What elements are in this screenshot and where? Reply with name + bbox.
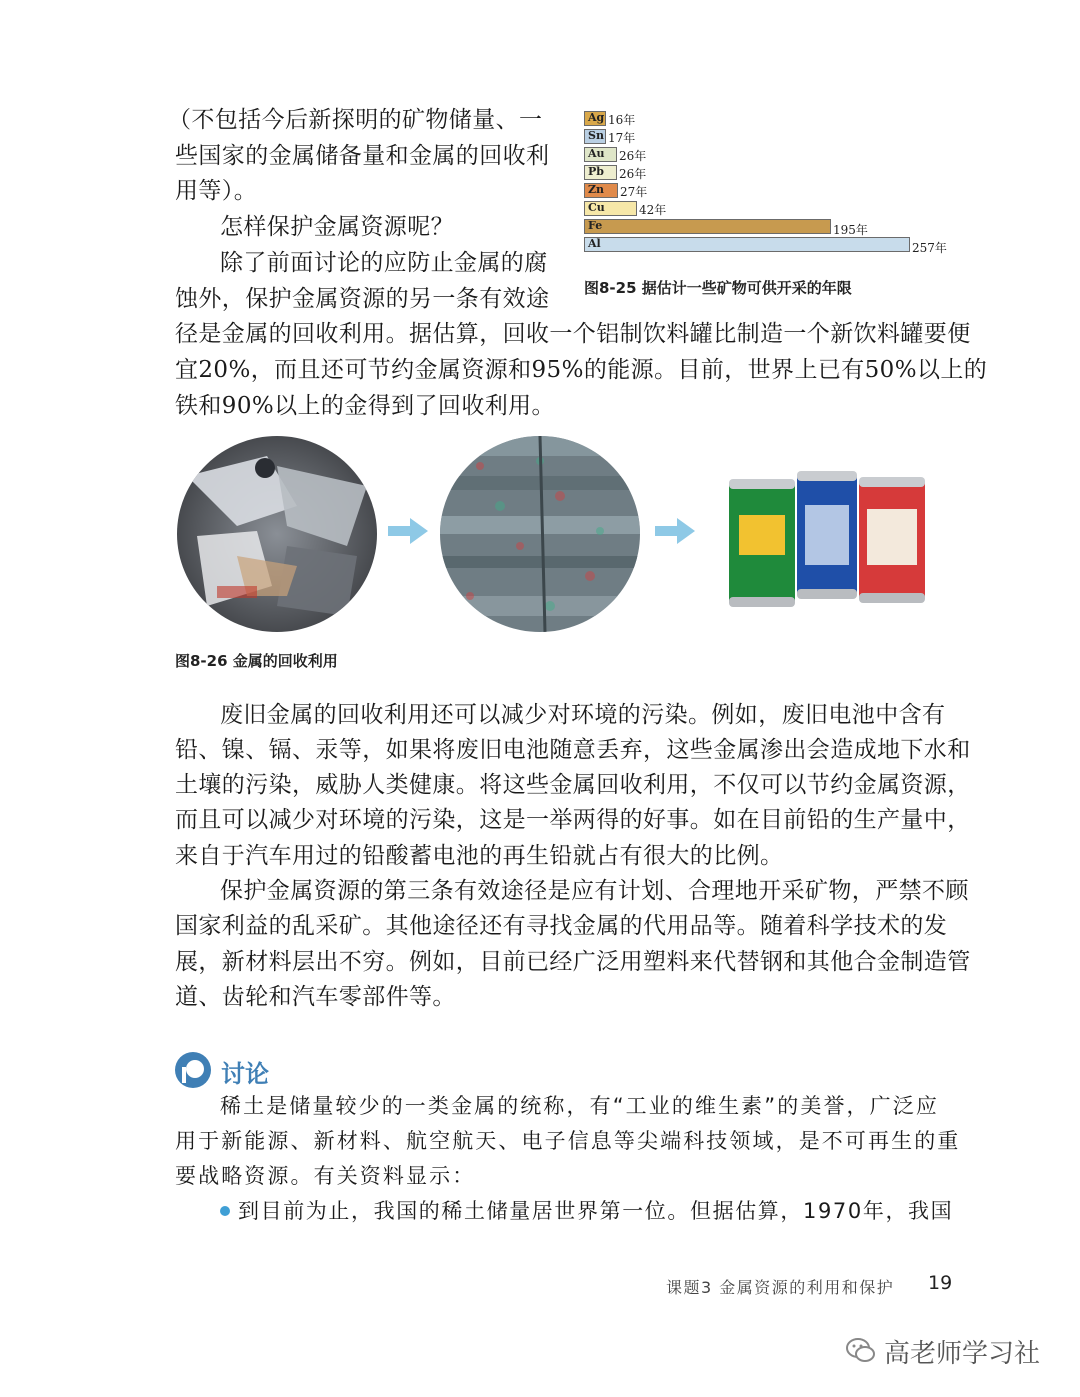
chart-bar-cu [584,201,637,216]
chart-bar-zn [584,183,618,198]
chart-category-label: Al [588,237,601,250]
chart-category-label: Cu [588,201,605,214]
chart-category-label: Au [588,147,605,160]
chart-value-label: 195年 [833,223,868,237]
chart-bar-sn [584,129,606,144]
chart-category-label: Ag [588,111,605,124]
intro-line: 径是金属的回收利用。据估算，回收一个铝制饮料罐比制造一个新饮料罐要便 [175,321,971,347]
chart-bar-ag [584,111,606,126]
chart-category-label: Sn [588,129,604,142]
body-line: 国家利益的乱采矿。其他途径还有寻找金属的代用品等。随着科学技术的发 [175,913,948,939]
mineral-years-chart [584,110,964,260]
chart-bar-fe [584,219,831,234]
intro-line: 用等）。 [175,178,258,204]
body-line: 道、齿轮和汽车零部件等。 [175,984,456,1010]
intro-line: 蚀外，保护金属资源的另一条有效途 [175,286,550,312]
figure-825-caption: 图8-25 据估计一些矿物可供开采的年限 [584,279,852,297]
discussion-line: 稀土是储量较少的一类金属的统称，有“工业的维生素”的美誉，广泛应 [220,1094,939,1118]
intro-line: 怎样保护金属资源呢？ [220,214,454,240]
body-line: 土壤的污染，威胁人类健康。将这些金属回收利用，不仅可以节约金属资源， [175,772,971,798]
wechat-icon [845,1336,877,1366]
page-number: 19 [928,1272,953,1294]
body-line: 展，新材料层出不穷。例如，目前已经广泛用塑料来代替钢和其他合金制造管 [175,949,971,975]
chart-value-label: 16年 [608,113,636,127]
discussion-title: 讨论 [221,1060,269,1088]
intro-line: （不包括今后新探明的矿物储量、一 [168,107,543,133]
chapter-title: 课题3 金属资源的利用和保护 [666,1278,895,1297]
discussion-line: 要战略资源。有关资料显示： [175,1164,476,1188]
intro-line: 宜20%，而且还可节约金属资源和95%的能源。目前，世界上已有50%以上的 [175,357,988,383]
compressed-cans-photo [440,436,640,632]
intro-line: 铁和90%以上的金得到了回收利用。 [175,393,555,419]
watermark-text: 高老师学习社 [884,1339,1041,1369]
figure-826-caption: 图8-26 金属的回收利用 [175,652,338,670]
chart-category-label: Fe [588,219,603,232]
intro-line: 些国家的金属储备量和金属的回收利 [175,143,550,169]
body-line: 铅、镍、镉、汞等，如果将废旧电池随意丢弃，这些金属渗出会造成地下水和 [175,737,971,763]
chart-value-label: 17年 [608,131,636,145]
scrap-metal-photo [177,436,377,632]
new-cans-photo [725,465,930,615]
chart-value-label: 42年 [639,203,667,217]
discussion-line: 到目前为止，我国的稀土储量居世界第一位。但据估算，1970年，我国 [238,1199,954,1223]
chart-value-label: 26年 [619,149,647,163]
chart-category-label: Zn [588,183,605,196]
intro-line: 除了前面讨论的应防止金属的腐 [220,250,548,276]
chart-bar-al [584,237,910,252]
discussion-line: 用于新能源、新材料、航空航天、电子信息等尖端科技领域，是不可再生的重 [175,1129,961,1153]
body-line: 而且可以减少对环境的污染，这是一举两得的好事。如在目前铅的生产量中， [175,807,971,833]
chart-value-label: 257年 [912,241,947,255]
body-line: 废旧金属的回收利用还可以减少对环境的污染。例如，废旧电池中含有 [220,702,946,728]
chart-value-label: 26年 [619,167,647,181]
chart-bar-au [584,147,617,162]
discussion-icon [173,1050,213,1090]
bullet-icon [220,1206,230,1216]
body-line: 保护金属资源的第三条有效途径是应有计划、合理地开采矿物，严禁不顾 [220,878,969,904]
chart-category-label: Pb [588,165,604,178]
chart-value-label: 27年 [620,185,648,199]
chart-bar-pb [584,165,617,180]
body-line: 来自于汽车用过的铅酸蓄电池的再生铅就占有很大的比例。 [175,843,784,869]
